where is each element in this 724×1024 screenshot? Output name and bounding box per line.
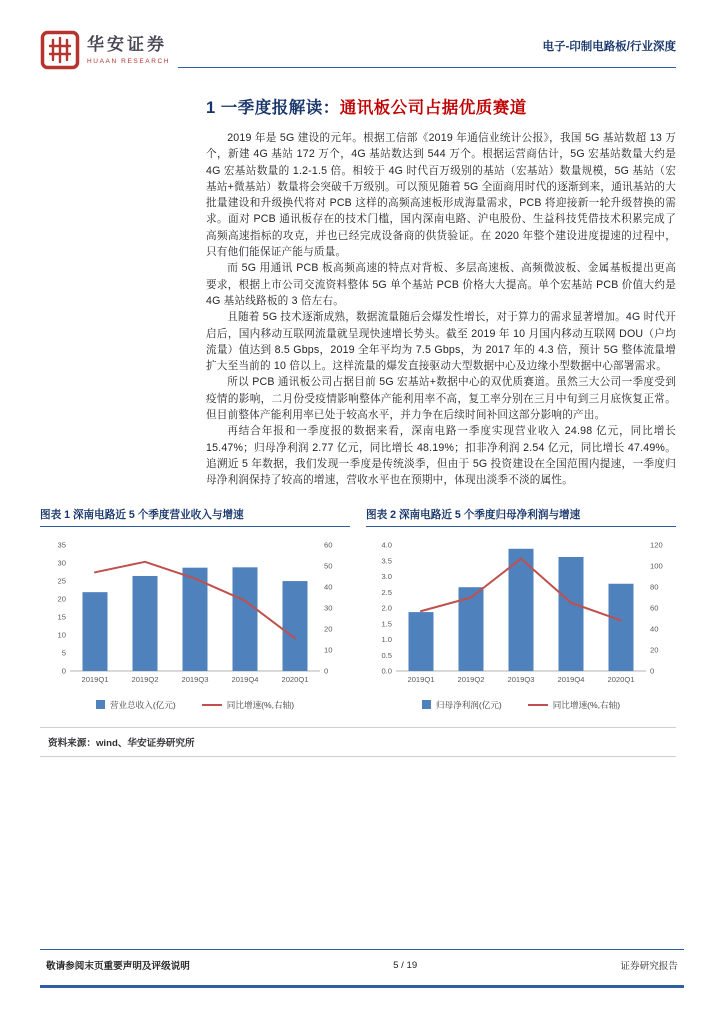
svg-text:2019Q1: 2019Q1 [81,674,109,684]
profit-bar-line-chart [366,535,676,697]
svg-text:2019Q2: 2019Q2 [131,674,159,684]
svg-text:40: 40 [650,624,659,634]
logo-text-block [87,30,170,65]
svg-text:2019Q1: 2019Q1 [407,674,435,684]
footer-disclaimer: 敬请参阅末页重要声明及评级说明 [46,961,190,972]
chart-legend [366,699,676,711]
svg-text:1.0: 1.0 [381,634,392,644]
figure-revenue-chart [40,507,350,711]
svg-text:0.0: 0.0 [381,666,392,676]
svg-text:20: 20 [650,645,659,655]
figure-profit-chart [366,507,676,711]
bar-swatch-icon [422,700,431,709]
logo-name: 华安证券 [87,35,167,54]
report-category: 电子-印制电路板/行业深度 [542,41,676,53]
svg-text:3.5: 3.5 [381,555,392,565]
body-text [206,130,676,489]
svg-text:100: 100 [650,561,663,571]
svg-text:30: 30 [324,603,333,613]
svg-text:30: 30 [57,558,66,568]
svg-text:60: 60 [324,540,333,550]
svg-text:15: 15 [57,612,66,622]
legend-item-bar [422,699,502,711]
svg-text:0.5: 0.5 [381,650,392,660]
paragraph: 再结合年报和一季度报的数据来看，深南电路一季度实现营业收入 24.98 亿元，同比增长 15.47%；归母净利润 2.77 亿元，同比增长 48.19%；扣非净利润 2.54 亿元，同比增长 47.49%。追溯近 5 年数据，我们发现一季度是传统淡季，但由于 5G 投资建设在全国范围内提速，一季度归母净利润保持了较高的增速，营收水平也在预期中，体现出淡季不淡的属性。 [206,425,676,487]
svg-text:20: 20 [324,624,333,634]
legend-label: 营业总收入(亿元) [109,699,176,710]
figure-title: 图表 1 深南电路近 5 个季度营业收入与增速 [40,507,350,527]
svg-text:1.5: 1.5 [381,618,392,628]
legend-label: 同比增速(%,右轴) [552,699,621,710]
revenue-bar-line-chart [40,535,350,697]
line-swatch-icon [528,704,548,706]
svg-text:2019Q4: 2019Q4 [231,674,259,684]
svg-text:0: 0 [61,666,66,676]
svg-text:50: 50 [324,561,333,571]
logo-subtitle: HUAAN RESEARCH [87,57,171,65]
legend-label: 归母净利润(亿元) [435,699,502,710]
data-source-note: 资料来源：wind、华安证券研究所 [40,727,676,757]
svg-text:25: 25 [57,576,66,586]
huaan-seal-icon [40,30,80,70]
svg-text:10: 10 [57,630,66,640]
page-footer [40,949,684,988]
svg-text:0: 0 [650,666,655,676]
section-title-highlight: 通讯板公司占据优质赛道 [339,99,527,117]
legend-label: 同比增速(%,右轴) [226,699,295,710]
paragraph: 2019 年是 5G 建设的元年。根据工信部《2019 年通信业统计公报》，我国 5G 基站数超 13 万个，新建 4G 基站 172 万个，4G 基站数达到 544 万个。根据运营商估计，5G 宏基站数量大约是 4G 宏基站数量的 1.2-1.5 倍。相较于 4G 时代百万级别的基站（宏基站）数量规模，5G 基站（宏基站+微基站）数量将会突破千万级别。可以预见随着 5G 全面商用时代的逐渐到来，通讯基站的大批量建设和升级换代将对 PCB 这样的高频高速板形成海量需求，PCB 将迎接新一轮升级替换的需求。面对 PCB 通讯板存在的技术门槛，国内深南电路、沪电股份、生益科技凭借技术积累完成了高频高速指标的攻克，并也已经完成设备商的供货验证。在 2020 年整个建设进度提速的过程中，只有他们能保证产能与质量。 [206,132,676,259]
svg-text:2019Q2: 2019Q2 [457,674,485,684]
section-title-prefix: 1 一季度报解读： [206,99,340,117]
footer-report-type: 证券研究报告 [620,961,678,972]
svg-text:2019Q4: 2019Q4 [557,674,585,684]
chart-legend [40,699,350,711]
svg-text:3.0: 3.0 [381,571,392,581]
flex-spacer [0,757,724,949]
svg-text:35: 35 [57,540,66,550]
svg-text:2.0: 2.0 [381,603,392,613]
figures-row [40,507,676,711]
line-swatch-icon [202,704,222,706]
svg-text:0: 0 [324,666,329,676]
svg-text:5: 5 [61,648,66,658]
paragraph: 所以 PCB 通讯板公司占据目前 5G 宏基站+数据中心的双优质赛道。虽然三大公司一季度受到疫情的影响，二月份受疫情影响整体产能利用率不高，复工率分别在三月中旬到三月底恢复正常。但目前整体产能利用率已处于较高水平，并力争在后续时间补回这部分影响的产出。 [206,376,676,422]
svg-text:2019Q3: 2019Q3 [181,674,209,684]
svg-text:10: 10 [324,645,333,655]
huaan-logo [40,30,178,80]
svg-text:60: 60 [650,603,659,613]
svg-text:120: 120 [650,540,663,550]
bar-swatch-icon [96,700,105,709]
svg-text:40: 40 [324,582,333,592]
paragraph: 而 5G 用通讯 PCB 板高频高速的特点对背板、多层高速板、高频微波板、金属基板提出更高要求，根据上市公司交流资料整体 5G 单个基站 PCB 价格大大提高。单个宏基站 PCB 价值大约是 4G 基站线路板的 3 倍左右。 [206,262,676,307]
legend-item-line [528,699,620,711]
page-header [40,30,676,68]
svg-text:2020Q1: 2020Q1 [607,674,635,684]
svg-text:2020Q1: 2020Q1 [281,674,309,684]
figure-title: 图表 2 深南电路近 5 个季度归母净利润与增速 [366,507,676,527]
svg-text:2019Q3: 2019Q3 [507,674,535,684]
svg-text:2.5: 2.5 [381,587,392,597]
paragraph: 且随着 5G 技术逐渐成熟，数据流量随后会爆发性增长，对于算力的需求显著增加。4G 时代开启后，国内移动互联网流量就呈现快速增长势头。截至 2019 年 10 月国内移动互联网 DOU（户均流量）值达到 8.5 Gbps，2019 全年平均为 7.5 Gbps，为 2017 年的 4.3 倍，预计 5G 整体流量增扩大至当前的 10 倍以上。这样流量的爆发直接驱动大型数据中心及边缘小型数据中心部署需求。 [206,311,676,373]
legend-item-bar [96,699,176,711]
svg-text:80: 80 [650,582,659,592]
svg-text:20: 20 [57,594,66,604]
svg-text:4.0: 4.0 [381,540,392,550]
page-number: 5 / 19 [393,959,418,971]
legend-item-line [202,699,294,711]
section-title [206,94,676,118]
